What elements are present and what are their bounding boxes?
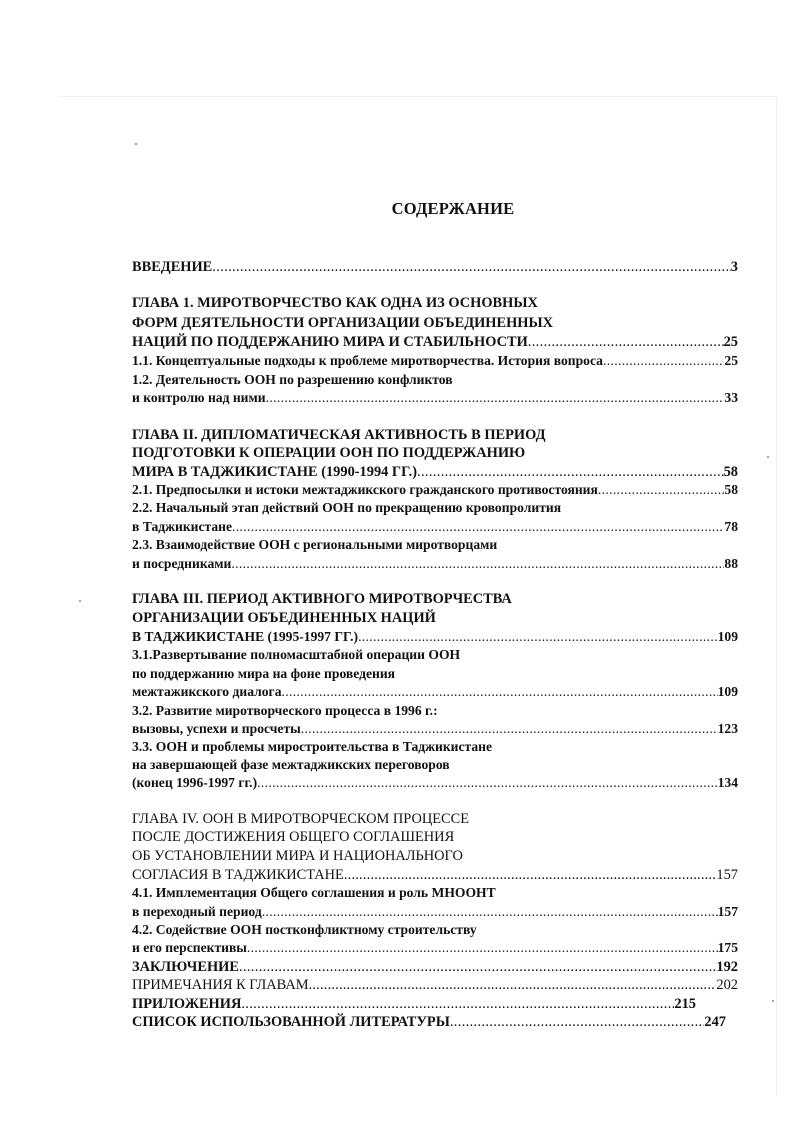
toc-entry-title: В ТАДЖИКИСТАНЕ (1995-1997 ГГ.) xyxy=(132,629,359,644)
toc-entry[interactable] xyxy=(132,958,738,976)
toc-leader xyxy=(603,352,724,370)
toc-entry[interactable] xyxy=(132,847,463,865)
toc-entry[interactable] xyxy=(132,371,453,389)
toc-leader xyxy=(241,995,674,1013)
toc-entry[interactable] xyxy=(132,294,538,312)
toc-entry-title: в переходный период xyxy=(132,904,262,919)
toc-entry-title: в Таджикистане xyxy=(132,519,233,534)
toc-entry-title: и его перспективы xyxy=(132,940,247,955)
scan-speck xyxy=(772,1000,774,1002)
toc-entry-title: вызовы, успехи и просчеты xyxy=(132,721,301,736)
toc-page-number: 175 xyxy=(717,940,738,955)
toc-leader xyxy=(358,628,718,646)
toc-entry-title: 2.2. Начальный этап действий ООН по прекращению кровопролития xyxy=(132,500,562,515)
toc-entry[interactable] xyxy=(132,314,553,332)
toc-entry-title: ПРИМЕЧАНИЯ К ГЛАВАМ xyxy=(132,977,309,993)
toc-page-number: 192 xyxy=(716,959,738,975)
toc-page-number: 109 xyxy=(717,684,738,699)
toc-leader xyxy=(528,333,724,351)
scan-speck xyxy=(79,600,81,602)
toc-entry[interactable] xyxy=(132,828,454,846)
toc-entry[interactable] xyxy=(132,555,738,573)
toc-entry-title: 2.3. Взаимодействие ООН с региональными миротворцами xyxy=(132,537,498,552)
toc-page-number: 109 xyxy=(717,629,738,644)
toc-entry[interactable] xyxy=(132,866,738,884)
toc-entry-title: 1.1. Концептуальные подходы к проблеме миротворчества. История вопроса xyxy=(132,353,603,368)
toc-entry[interactable] xyxy=(132,738,492,756)
toc-entry-title: ГЛАВА IV. ООН В МИРОТВОРЧЕСКОМ ПРОЦЕССЕ xyxy=(132,811,470,827)
scan-speck xyxy=(135,143,137,145)
toc-leader xyxy=(257,774,717,792)
toc-entry-title: 3.1.Развертывание полномасштабной операции ООН xyxy=(132,647,461,662)
toc-entry-title: по поддержанию мира на фоне проведения xyxy=(132,666,396,681)
toc-entry[interactable] xyxy=(132,536,497,554)
toc-entry[interactable] xyxy=(132,444,525,462)
toc-page-number: 3 xyxy=(730,259,738,275)
toc-entry-title: СПИСОК ИСПОЛЬЗОВАННОЙ ЛИТЕРАТУРЫ xyxy=(132,1014,450,1030)
toc-page-number: 58 xyxy=(724,482,738,497)
toc-leader xyxy=(598,481,725,499)
toc-entry-title: 4.1. Имплементация Общего соглашения и роль МНООНТ xyxy=(132,885,496,900)
toc-entry[interactable] xyxy=(132,1013,726,1031)
toc-page-number: 33 xyxy=(724,390,738,405)
toc-leader xyxy=(266,389,725,407)
toc-entry[interactable] xyxy=(132,609,436,627)
toc-page-number: 123 xyxy=(717,721,738,736)
toc-entry-title: и посредниками xyxy=(132,556,232,571)
toc-entry[interactable] xyxy=(132,258,738,276)
scan-edge-top xyxy=(58,96,778,97)
toc-entry[interactable] xyxy=(132,481,738,499)
toc-entry[interactable] xyxy=(132,463,738,481)
toc-leader xyxy=(282,683,718,701)
toc-entry[interactable] xyxy=(132,426,545,444)
toc-entry-title: и контролю над ними xyxy=(132,390,266,405)
toc-entry[interactable] xyxy=(132,683,738,701)
toc-page-number: 247 xyxy=(704,1014,726,1030)
toc-page-number: 88 xyxy=(724,556,738,571)
toc-entry[interactable] xyxy=(132,995,696,1013)
toc-entry-title: ЗАКЛЮЧЕНИЕ xyxy=(132,959,239,975)
toc-entry[interactable] xyxy=(132,518,738,536)
toc-entry-title: ОБ УСТАНОВЛЕНИИ МИРА И НАЦИОНАЛЬНОГО xyxy=(132,848,463,864)
toc-entry[interactable] xyxy=(132,774,738,792)
toc-page-number: 78 xyxy=(724,519,738,534)
toc-leader xyxy=(309,976,717,994)
toc-entry[interactable] xyxy=(132,976,738,994)
toc-entry[interactable] xyxy=(132,665,395,683)
toc-leader xyxy=(417,463,724,481)
toc-leader xyxy=(247,939,718,957)
toc-entry[interactable] xyxy=(132,921,477,939)
toc-entry-title: ВВЕДЕНИЕ xyxy=(132,259,213,275)
toc-entry-title: (конец 1996-1997 гг.) xyxy=(132,775,258,790)
toc-entry-title: ПРИЛОЖЕНИЯ xyxy=(132,996,242,1012)
toc-entry-title: ПОДГОТОВКИ К ОПЕРАЦИИ ООН ПО ПОДДЕРЖАНИЮ xyxy=(132,445,526,461)
scan-speck xyxy=(767,456,769,458)
toc-page-number: 25 xyxy=(724,353,738,368)
toc-entry-title: ОРГАНИЗАЦИИ ОБЪЕДИНЕННЫХ НАЦИЙ xyxy=(132,610,436,626)
toc-leader xyxy=(239,958,716,976)
toc-entry-title: ГЛАВА II. ДИПЛОМАТИЧЕСКАЯ АКТИВНОСТЬ В ПЕРИОД xyxy=(132,427,546,443)
toc-leader xyxy=(344,866,717,884)
toc-leader xyxy=(450,1013,705,1031)
toc-entry-title: СОГЛАСИЯ В ТАДЖИКИСТАНЕ xyxy=(132,867,344,883)
toc-entry[interactable] xyxy=(132,884,496,902)
toc-leader xyxy=(301,720,718,738)
toc-entry-title: 4.2. Содействие ООН постконфликтному строительству xyxy=(132,922,477,937)
toc-entry[interactable] xyxy=(132,499,561,517)
toc-page-number: 58 xyxy=(723,464,738,480)
toc-entry-title: на завершающей фазе межтаджикских переговоров xyxy=(132,757,450,772)
toc-page-number: 157 xyxy=(717,904,738,919)
toc-leader xyxy=(212,258,731,276)
toc-entry-title: межтажикского диалога xyxy=(132,684,282,699)
toc-page-number: 25 xyxy=(723,334,738,350)
toc-entry-title: 3.2. Развитие миротворческого процесса в 1996 г.: xyxy=(132,703,438,718)
toc-entry-title: НАЦИЙ ПО ПОДДЕРЖАНИЮ МИРА И СТАБИЛЬНОСТИ xyxy=(132,334,528,350)
toc-entry[interactable] xyxy=(132,720,738,738)
toc-entry[interactable] xyxy=(132,590,512,608)
toc-leader xyxy=(262,903,718,921)
toc-entry[interactable] xyxy=(132,756,450,774)
toc-page-number: 215 xyxy=(674,996,696,1012)
page-title: СОДЕРЖАНИЕ xyxy=(391,199,515,218)
toc-entry-title: 1.2. Деятельность ООН по разрешению конфликтов xyxy=(132,372,453,387)
toc-entry[interactable] xyxy=(132,903,738,921)
toc-entry[interactable] xyxy=(132,628,738,646)
toc-page-number: 134 xyxy=(717,775,738,790)
toc-entry-title: ФОРМ ДЕЯТЕЛЬНОСТИ ОРГАНИЗАЦИИ ОБЪЕДИНЕННЫХ xyxy=(132,315,553,331)
toc-entry[interactable] xyxy=(132,810,469,828)
toc-entry[interactable] xyxy=(132,646,460,664)
toc-entry-title: МИРА В ТАДЖИКИСТАНЕ (1990-1994 ГГ.) xyxy=(132,464,418,480)
toc-entry[interactable] xyxy=(132,333,738,351)
toc-leader xyxy=(232,518,724,536)
toc-entry[interactable] xyxy=(132,702,438,720)
toc-entry-title: 3.3. ООН и проблемы миростроительства в Таджикистане xyxy=(132,739,493,754)
toc-entry-title: 2.1. Предпосылки и истоки межтаджикского гражданского противостояния xyxy=(132,482,598,497)
toc-page-number: 157 xyxy=(716,867,738,883)
toc-entry-title: ГЛАВА III. ПЕРИОД АКТИВНОГО МИРОТВОРЧЕСТВА xyxy=(132,591,512,607)
toc-entry[interactable] xyxy=(132,939,738,957)
toc-leader xyxy=(231,555,724,573)
scan-edge-right xyxy=(776,96,777,1096)
toc-entry[interactable] xyxy=(132,389,738,407)
toc-page-number: 202 xyxy=(716,977,738,993)
toc-entry-title: ПОСЛЕ ДОСТИЖЕНИЯ ОБЩЕГО СОГЛАШЕНИЯ xyxy=(132,829,455,845)
toc-entry-title: ГЛАВА 1. МИРОТВОРЧЕСТВО КАК ОДНА ИЗ ОСНОВНЫХ xyxy=(132,295,538,311)
toc-entry[interactable] xyxy=(132,352,738,370)
